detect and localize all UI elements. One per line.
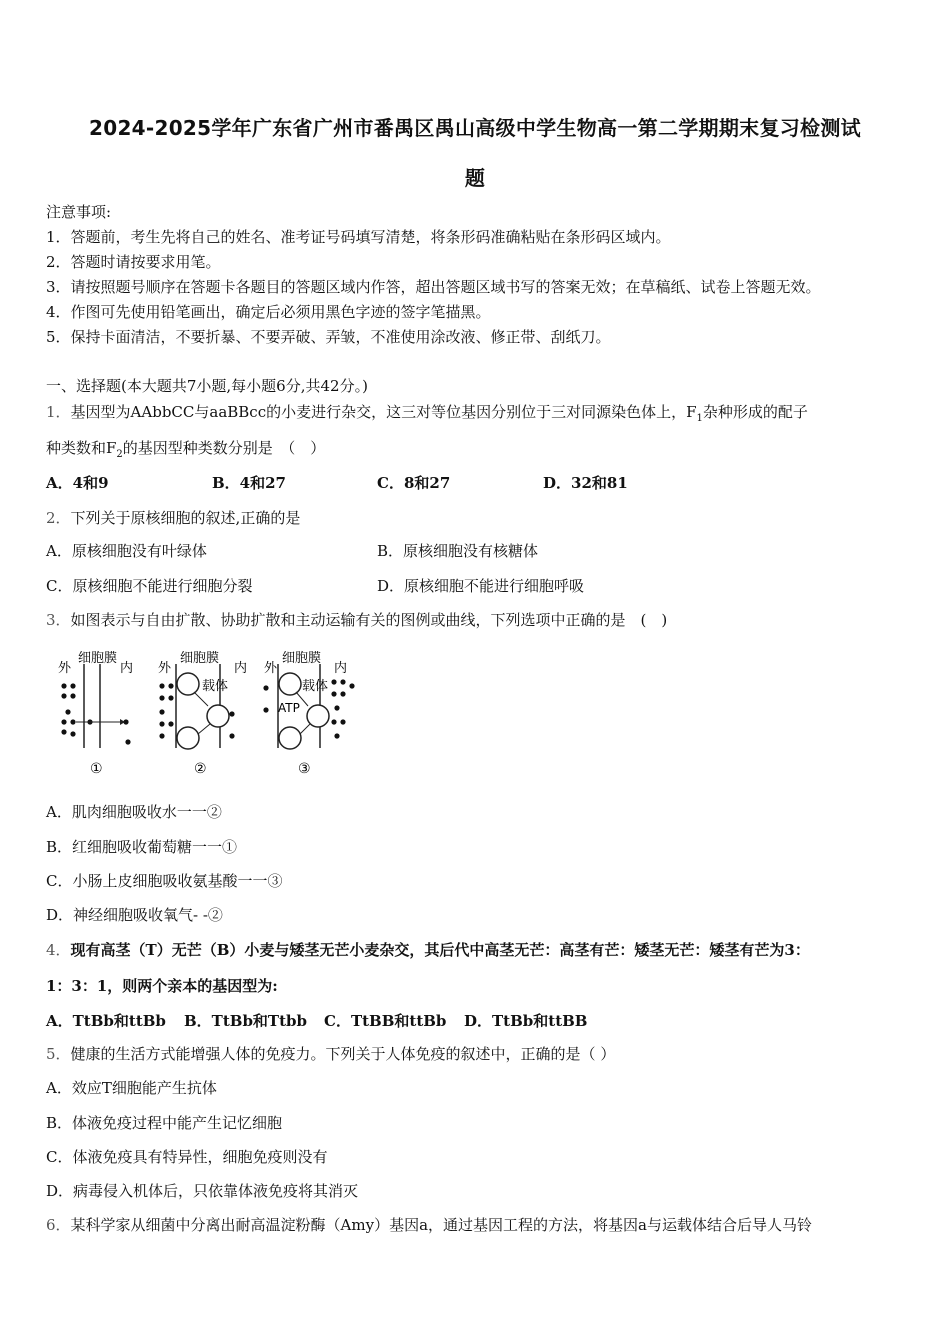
question-4-text: 4．现有高茎（T）无芒（B）小麦与矮茎无芒小麦杂交，其后代中高茎无芒：高茎有芒：矮茎无芒：矮茎有芒为3：	[46, 941, 810, 959]
membrane-label: 细胞膜	[282, 651, 322, 666]
panel-active-transport	[263, 651, 354, 777]
q4-option-c[interactable]: C．TtBB和ttBb	[324, 1012, 447, 1030]
question-2-text: 2．下列关于原核细胞的叙述,正确的是	[46, 509, 301, 527]
question-number: 4．	[46, 941, 71, 959]
q2-option-a[interactable]: A．原核细胞没有叶绿体	[46, 542, 207, 560]
question-1-text: 1．基因型为AAbbCC与aaBBcc的小麦进行杂交，这三对等位基因分别位于三对同源染色体上，$F_1$杂种形成的配子	[46, 403, 808, 424]
note-item: 2．答题时请按要求用笔。	[46, 253, 221, 271]
page-title: 2024-2025学年广东省广州市番禺区禺山高级中学生物高一第二学期期末复习检测试	[89, 116, 861, 140]
q5-option-c[interactable]: C．体液免疫具有特异性，细胞免疫则没有	[46, 1148, 328, 1166]
note-item: 1．答题前，考生先将自己的姓名、准考证号码填写清楚，将条形码准确粘贴在条形码区域内。	[46, 228, 671, 246]
question-number: 1．	[46, 403, 71, 421]
q3-option-b[interactable]: B．红细胞吸收葡萄糖一一①	[46, 838, 238, 856]
q2-option-b[interactable]: B．原核细胞没有核糖体	[377, 542, 539, 560]
q3-option-c[interactable]: C．小肠上皮细胞吸收氨基酸一一③	[46, 872, 283, 890]
note-item: 4．作图可先使用铅笔画出，确定后必须用黑色字迹的签字笔描黑。	[46, 303, 491, 321]
q1-option-b[interactable]: B．4和27	[212, 474, 286, 492]
atp-label: ATP	[278, 701, 300, 715]
outside-label: 外	[158, 661, 172, 676]
note-item: 5．保持卡面清洁，不要折暴、不要弄破、弄皱，不准使用涂改液、修正带、刮纸刀。	[46, 328, 611, 346]
q5-option-b[interactable]: B．体液免疫过程中能产生记忆细胞	[46, 1114, 283, 1132]
notes-heading: 注意事项:	[46, 203, 112, 221]
panel-label: ③	[298, 761, 311, 777]
panel-label: ①	[90, 761, 103, 777]
question-number: 2．	[46, 509, 71, 527]
question-5-text: 5．健康的生活方式能增强人体的免疫力。下列关于人体免疫的叙述中，正确的是（ ）	[46, 1045, 616, 1063]
inside-label: 内	[120, 661, 134, 676]
q5-option-a[interactable]: A．效应T细胞能产生抗体	[46, 1079, 217, 1097]
q5-option-d[interactable]: D．病毒侵入机体后，只依靠体液免疫将其消灭	[46, 1182, 359, 1200]
panel-facilitated-diffusion	[158, 651, 247, 777]
membrane-label: 细胞膜	[180, 651, 220, 666]
note-item: 3．请按照题号顺序在答题卡各题目的答题区域内作答，超出答题区域书写的答案无效；在草稿纸、试卷上答题无效。	[46, 278, 821, 296]
carrier-label: 载体	[202, 679, 229, 694]
q4-option-b[interactable]: B．TtBb和Ttbb	[184, 1012, 308, 1030]
panel-free-diffusion	[58, 651, 133, 777]
outside-label: 外	[264, 661, 278, 676]
question-number: 3．	[46, 611, 71, 629]
q3-option-a[interactable]: A．肌肉细胞吸收水一一②	[46, 803, 222, 821]
q1-option-a[interactable]: A．4和9	[46, 474, 109, 492]
q2-option-c[interactable]: C．原核细胞不能进行细胞分裂	[46, 577, 253, 595]
question-number: 6．	[46, 1216, 71, 1234]
question-6-text: 6．某科学家从细菌中分离出耐高温淀粉酶（Amy）基因a，通过基因工程的方法，将基因a与运载体结合后导人马铃	[46, 1216, 812, 1234]
q1-option-c[interactable]: C．8和27	[377, 474, 451, 492]
question-number: 5．	[46, 1045, 71, 1063]
panel-label: ②	[194, 761, 207, 777]
question-4-text-continued: 1：3：1，则两个亲本的基因型为:	[46, 977, 278, 995]
question-3-text: 3．如图表示与自由扩散、协助扩散和主动运输有关的图例或曲线，下列选项中正确的是 ( )	[46, 611, 668, 629]
q4-option-d[interactable]: D．TtBb和ttBB	[464, 1012, 588, 1030]
transport-diagram	[52, 650, 372, 778]
page-title-continued: 题	[464, 166, 486, 190]
q1-option-d[interactable]: D．32和81	[543, 474, 628, 492]
inside-label: 内	[234, 661, 248, 676]
outside-label: 外	[58, 661, 72, 676]
q2-option-d[interactable]: D．原核细胞不能进行细胞呼吸	[377, 577, 585, 595]
carrier-label: 载体	[302, 679, 329, 694]
question-1-text-continued: 种类数和$F_2$的基因型种类数分别是 （ ）	[46, 439, 326, 460]
inside-label: 内	[334, 661, 348, 676]
q4-option-a[interactable]: A．TtBb和ttBb	[46, 1012, 166, 1030]
membrane-label: 细胞膜	[78, 651, 118, 666]
section-heading: 一、选择题(本大题共7小题,每小题6分,共42分。)	[46, 377, 368, 395]
q3-option-d[interactable]: D．神经细胞吸收氧气- -②	[46, 906, 223, 924]
